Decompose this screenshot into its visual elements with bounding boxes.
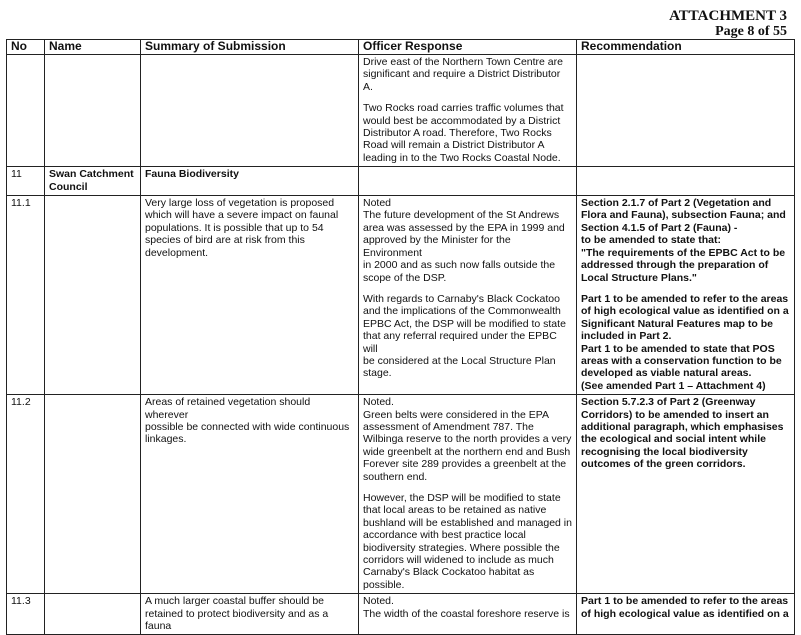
cell-name: [45, 55, 141, 167]
col-header-recommendation: Recommendation: [577, 40, 795, 55]
summary-text: A much larger coastal buffer should be retained to protect biodiversity and as a fauna: [145, 595, 329, 633]
table-row: [7, 167, 795, 196]
table-row: [7, 55, 795, 167]
submissions-table: [6, 39, 795, 635]
cell-summary: [141, 55, 359, 167]
cell-no: [7, 55, 45, 167]
cell-response: [359, 395, 577, 594]
cell-no: 11.1: [7, 196, 45, 395]
recommendation-paragraph: Part 1 to be amended to refer to the areas of high ecological value as identified on a: [581, 595, 789, 620]
cell-recommendation: [577, 167, 795, 196]
cell-summary: [141, 594, 359, 635]
cell-summary: [141, 395, 359, 594]
cell-name: [45, 167, 141, 196]
response-paragraph: Noted. The width of the coastal foreshore reserve is: [363, 595, 570, 620]
page-number: Page 8 of 55: [715, 24, 787, 39]
col-header-name: Name: [45, 40, 141, 55]
cell-response: [359, 167, 577, 196]
response-paragraph: However, the DSP will be modified to state that local areas to be retained as native bushland will be established and managed in accordance with best practice local biodiversity strategies. Where possible the corridors will widened to include as much Carnaby's Black Cockatoo habitat as possible.: [363, 492, 572, 591]
cell-recommendation: [577, 196, 795, 395]
cell-recommendation: [577, 55, 795, 167]
response-paragraph: Two Rocks road carries traffic volumes that would best be accommodated by a District Distributor A road. Therefore, Two Rocks Road will remain a District Distributor A leading in to the Two Rocks Coastal Node.: [363, 102, 564, 164]
response-paragraph: Noted. Green belts were considered in the EPA assessment of Amendment 787. The Wilbinga reserve to the north provides a very wide greenbelt at the northern end and Bush Forever site 289 provides a greenbelt at the southern end.: [363, 396, 572, 483]
response-paragraph: With regards to Carnaby's Black Cockatoo and the implications of the Commonwealth EPBC Act, the DSP will be modified to state that any referral required under the EPBC will be considered at the Local Structure Plan stage.: [363, 292, 566, 380]
cell-response: [359, 55, 577, 167]
cell-name: [45, 594, 141, 635]
col-header-summary: Summary of Submission: [141, 40, 359, 55]
recommendation-paragraph: Part 1 to be amended to refer to the areas of high ecological value as identified on a Significant Natural Features map to be included in Part 2. Part 1 to be amended to state that POS areas with a conservation function to be developed as viable natural areas. (See amended Part 1 – Attachment 4): [581, 292, 789, 392]
cell-summary: [141, 196, 359, 395]
col-header-no: No: [7, 40, 45, 55]
cell-name: [45, 196, 141, 395]
table-row: [7, 196, 795, 395]
table-row: [7, 594, 795, 635]
cell-response: [359, 196, 577, 395]
response-paragraph: Noted The future development of the St Andrews area was assessed by the EPA in 1999 and approved by the Minister for the Environment in 2000 and as such now falls outside the scope of the DSP.: [363, 197, 565, 284]
cell-no: 11.3: [7, 594, 45, 635]
cell-name: [45, 395, 141, 594]
submitter-name: Swan Catchment Council: [49, 168, 134, 193]
page-header: [669, 8, 787, 40]
cell-no: 11.2: [7, 395, 45, 594]
response-paragraph: Drive east of the Northern Town Centre are significant and require a District Distributor A.: [363, 56, 563, 93]
cell-recommendation: [577, 395, 795, 594]
cell-summary: Fauna Biodiversity: [141, 167, 359, 196]
cell-response: [359, 594, 577, 635]
cell-no: 11: [7, 167, 45, 196]
recommendation-paragraph: Section 5.7.2.3 of Part 2 (Greenway Corridors) to be amended to insert an additional paragraph, which emphasises the ecological and social intent while recognising the local biodiversity outcomes of the green corridors.: [581, 396, 784, 471]
attachment-label: ATTACHMENT 3: [669, 8, 787, 24]
summary-text: Areas of retained vegetation should wherever possible be connected with wide continuous linkages.: [145, 396, 350, 446]
col-header-response: Officer Response: [359, 40, 577, 55]
table-row: [7, 395, 795, 594]
recommendation-paragraph: Section 2.1.7 of Part 2 (Vegetation and Flora and Fauna), subsection Fauna; and Section 4.1.5 of Part 2 (Fauna) - to be amended to state that: "The requirements of the EPBC Act to be addressed through the preparation of Local Structure Plans.": [581, 197, 786, 284]
summary-text: Very large loss of vegetation is proposed which will have a severe impact on faunal populations. It is possible that up to 54 species of bird are at risk from this development.: [145, 197, 339, 259]
table-header-row: [7, 40, 795, 55]
cell-recommendation: [577, 594, 795, 635]
